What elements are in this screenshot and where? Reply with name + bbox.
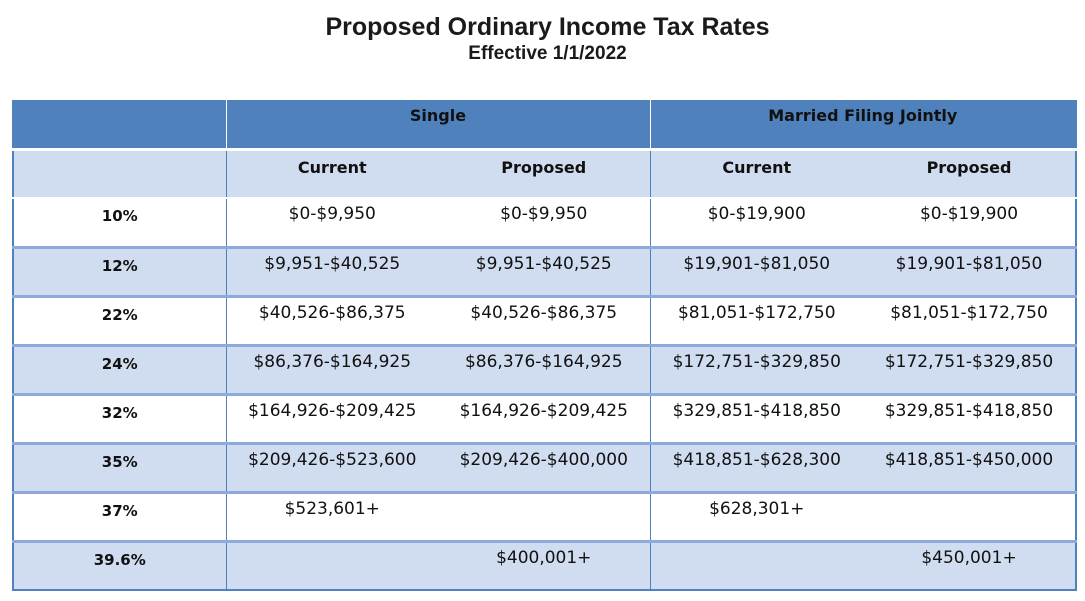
group-header-single: Single (226, 100, 650, 149)
mfj-proposed-cell: $329,851-$418,850 (863, 394, 1076, 443)
table-row (13, 443, 1076, 492)
single-current-cell: $40,526-$86,375 (226, 296, 438, 345)
table-row (13, 345, 1076, 394)
tax-rate-table (12, 100, 1077, 591)
single-proposed-cell: $400,001+ (438, 541, 650, 590)
mfj-proposed-cell: $0-$19,900 (863, 198, 1076, 247)
mfj-current-cell: $418,851-$628,300 (650, 443, 863, 492)
single-proposed-cell (438, 492, 650, 541)
single-current-cell: $164,926-$209,425 (226, 394, 438, 443)
table-row (13, 247, 1076, 296)
mfj-proposed-cell: $172,751-$329,850 (863, 345, 1076, 394)
rate-cell: 22% (13, 296, 226, 345)
title-block (0, 12, 1085, 66)
single-proposed-cell: $164,926-$209,425 (438, 394, 650, 443)
group-header-blank (13, 100, 226, 149)
single-current-cell: $86,376-$164,925 (226, 345, 438, 394)
mfj-current-cell: $628,301+ (650, 492, 863, 541)
mfj-proposed-cell: $81,051-$172,750 (863, 296, 1076, 345)
rate-cell: 10% (13, 198, 226, 247)
mfj-current-cell: $19,901-$81,050 (650, 247, 863, 296)
mfj-current-cell (650, 541, 863, 590)
mfj-proposed-cell: $450,001+ (863, 541, 1076, 590)
single-proposed-cell: $209,426-$400,000 (438, 443, 650, 492)
single-current-cell: $0-$9,950 (226, 198, 438, 247)
single-current-cell: $523,601+ (226, 492, 438, 541)
mfj-current-cell: $0-$19,900 (650, 198, 863, 247)
sub-header-single-current: Current (226, 149, 438, 198)
table-row (13, 198, 1076, 247)
single-proposed-cell: $9,951-$40,525 (438, 247, 650, 296)
single-proposed-cell: $86,376-$164,925 (438, 345, 650, 394)
table-row (13, 394, 1076, 443)
group-header-row (13, 100, 1076, 149)
single-proposed-cell: $0-$9,950 (438, 198, 650, 247)
single-current-cell: $9,951-$40,525 (226, 247, 438, 296)
sub-header-blank (13, 149, 226, 198)
rate-cell: 12% (13, 247, 226, 296)
mfj-current-cell: $329,851-$418,850 (650, 394, 863, 443)
mfj-current-cell: $172,751-$329,850 (650, 345, 863, 394)
rate-cell: 35% (13, 443, 226, 492)
sub-header-mfj-current: Current (650, 149, 863, 198)
table-row (13, 296, 1076, 345)
sub-header-mfj-proposed: Proposed (863, 149, 1076, 198)
table-row (13, 492, 1076, 541)
page-subtitle: Effective 1/1/2022 (468, 43, 627, 64)
single-current-cell (226, 541, 438, 590)
sub-header-row (13, 149, 1076, 198)
rate-cell: 39.6% (13, 541, 226, 590)
page-title: Proposed Ordinary Income Tax Rates (325, 13, 770, 41)
sub-header-single-proposed: Proposed (438, 149, 650, 198)
mfj-proposed-cell (863, 492, 1076, 541)
table-row (13, 541, 1076, 590)
mfj-current-cell: $81,051-$172,750 (650, 296, 863, 345)
rate-cell: 32% (13, 394, 226, 443)
rate-cell: 24% (13, 345, 226, 394)
single-proposed-cell: $40,526-$86,375 (438, 296, 650, 345)
mfj-proposed-cell: $418,851-$450,000 (863, 443, 1076, 492)
mfj-proposed-cell: $19,901-$81,050 (863, 247, 1076, 296)
group-header-married-filing-jointly: Married Filing Jointly (650, 100, 1076, 149)
rate-cell: 37% (13, 492, 226, 541)
single-current-cell: $209,426-$523,600 (226, 443, 438, 492)
